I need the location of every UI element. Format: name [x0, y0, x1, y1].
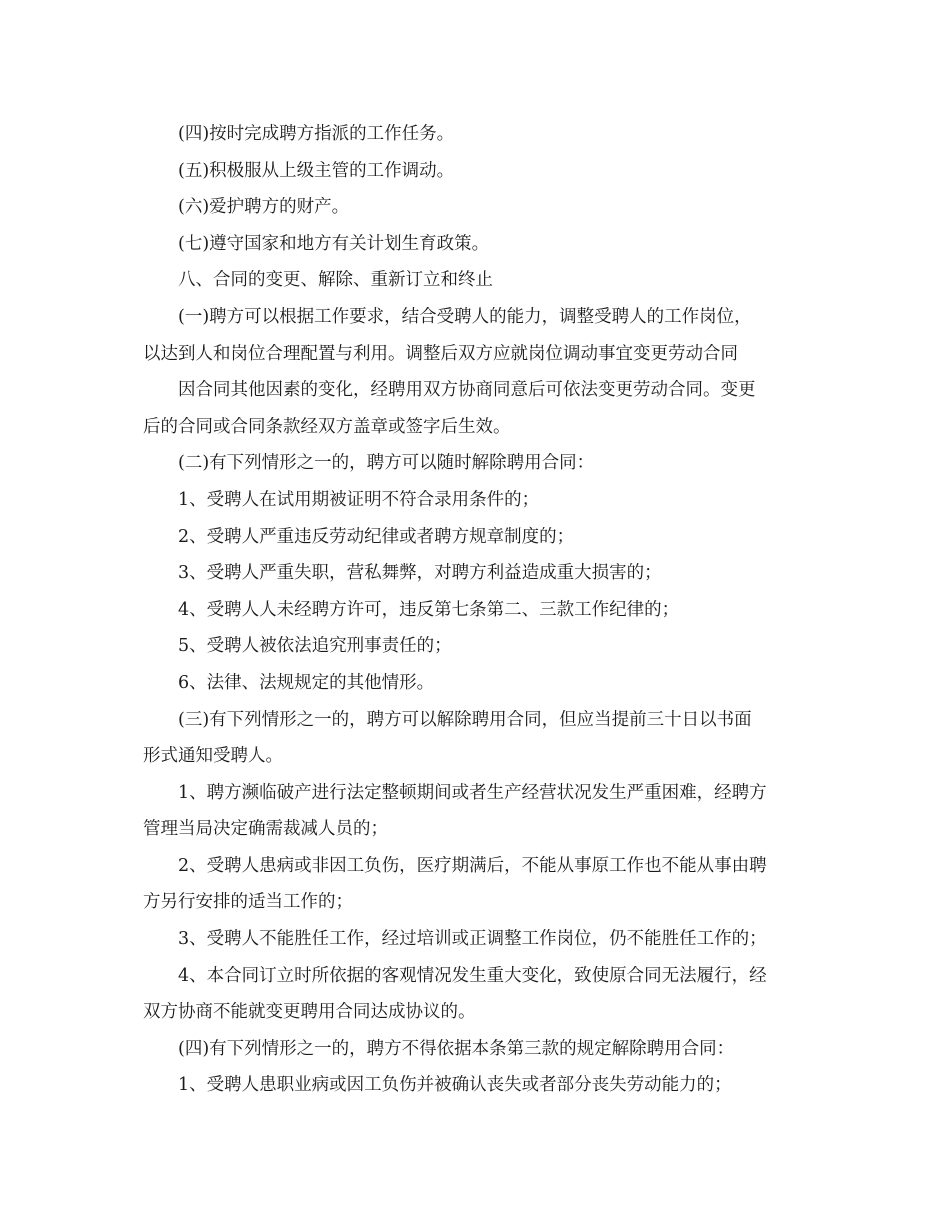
text-line: (三)有下列情形之一的，聘方可以解除聘用合同，但应当提前三十日以书面: [178, 709, 752, 730]
list-item: 2、受聘人严重违反劳动纪律或者聘方规章制度的；: [178, 526, 575, 547]
text-line: 双方协商不能就变更聘用合同达成协议的。: [143, 1002, 476, 1023]
text-line: (四)有下列情形之一的，聘方不得依据本条第三款的规定解除聘用合同：: [178, 1038, 735, 1059]
list-item: 3、受聘人严重失职，营私舞弊，对聘方利益造成重大损害的；: [178, 563, 662, 584]
list-item: 1、受聘人患职业病或因工负伤并被确认丧失或者部分丧失劳动能力的；: [178, 1075, 732, 1096]
list-item: 1、受聘人在试用期被证明不符合录用条件的；: [178, 489, 540, 510]
text-line: 管理当局决定确需裁减人员的；: [143, 819, 388, 840]
text-line: 后的合同或合同条款经双方盖章或签字后生效。: [143, 416, 511, 437]
list-item: 5、受聘人被依法追究刑事责任的；: [178, 636, 452, 657]
text-line: (六)爱护聘方的财产。: [178, 197, 350, 218]
list-item: 2、受聘人患病或非因工负伤，医疗期满后，不能从事原工作也不能从事由聘: [178, 855, 767, 876]
list-item: 1、聘方濒临破产进行法定整顿期间或者生产经营状况发生严重困难，经聘方: [178, 782, 767, 803]
text-line: (四)按时完成聘方指派的工作任务。: [178, 124, 455, 144]
text-line: 因合同其他因素的变化，经聘用双方协商同意后可依法变更劳动合同。变更: [178, 380, 756, 401]
text-line: (五)积极服从上级主管的工作调动。: [178, 160, 455, 181]
text-line: (二)有下列情形之一的，聘方可以随时解除聘用合同：: [178, 453, 595, 474]
list-item: 4、本合同订立时所依据的客观情况发生重大变化，致使原合同无法履行，经: [178, 965, 767, 986]
list-item: 3、受聘人不能胜任工作，经过培训或正调整工作岗位，仍不能胜任工作的；: [178, 929, 767, 950]
text-line: (一)聘方可以根据工作要求，结合受聘人的能力，调整受聘人的工作岗位，: [178, 306, 752, 327]
section-heading: 八、合同的变更、解除、重新订立和终止: [178, 270, 493, 291]
text-line: (七)遵守国家和地方有关计划生育政策。: [178, 233, 490, 254]
document-body: [143, 116, 808, 1104]
list-item: 6、法律、法规规定的其他情形。: [178, 672, 435, 693]
list-item: 4、受聘人人未经聘方许可，违反第七条第二、三款工作纪律的；: [178, 599, 680, 620]
text-line: 方另行安排的适当工作的；: [143, 892, 353, 913]
text-line: 形式通知受聘人。: [143, 746, 283, 767]
text-line: 以达到人和岗位合理配置与利用。调整后双方应就岗位调动事宜变更劳动合同: [143, 343, 738, 364]
